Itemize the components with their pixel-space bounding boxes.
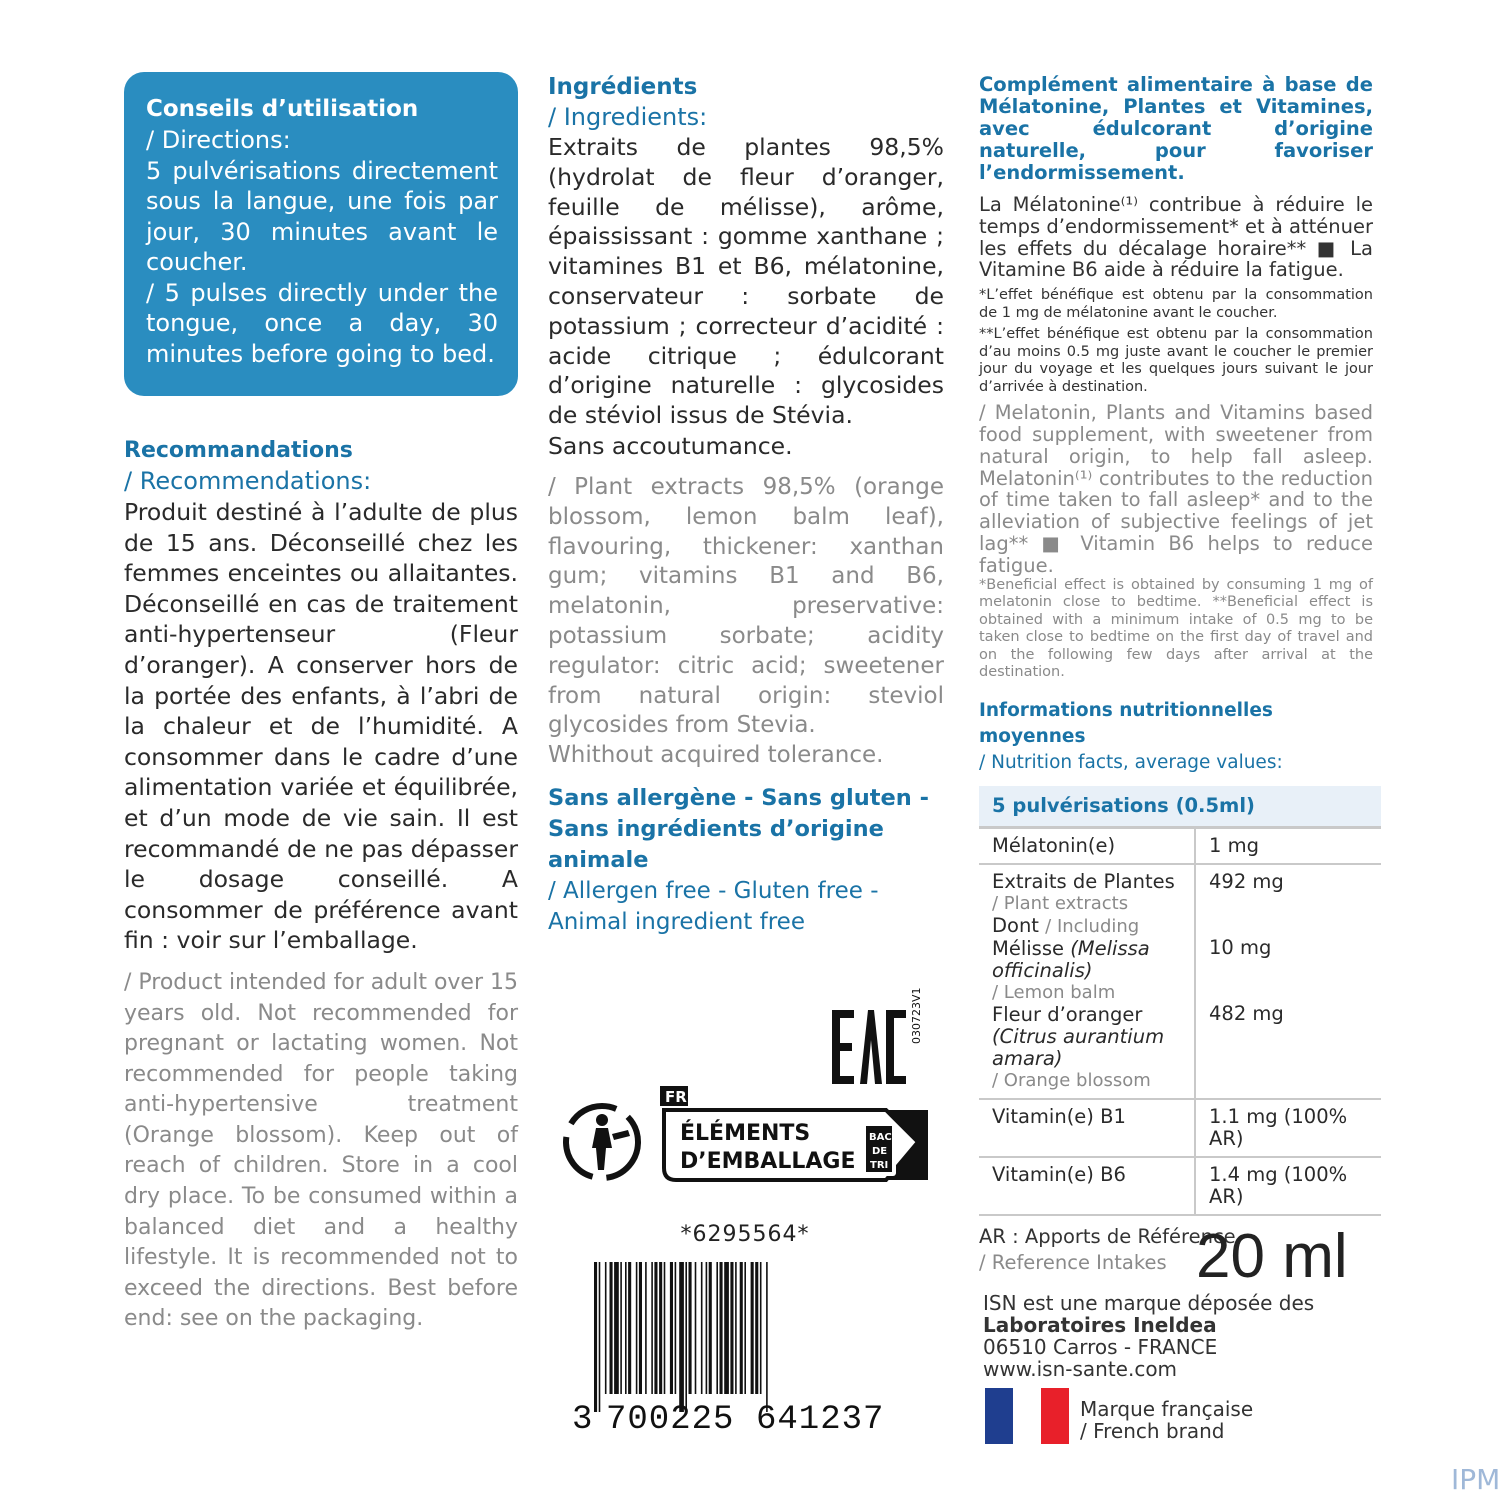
allergen-fr-1: Sans allergène - Sans gluten -	[548, 784, 929, 811]
barcode-bars	[594, 1262, 768, 1412]
plants-label-en: / Plant extracts	[992, 892, 1129, 914]
eac-logo	[830, 987, 930, 1090]
plants-values-cell	[1195, 864, 1381, 1099]
plants-value: 492 mg	[1209, 869, 1284, 893]
supplement-en-note: *Beneficial effect is obtained by consuming 1 mg of melatonin close to bedtime. **Beneficial effect is obtained with a minimum intake of 0.5 mg to be taken close to bedtime on the first day of travel and on the following few days after arrival at the destination.	[979, 576, 1373, 681]
french-brand	[1080, 1398, 1253, 1442]
table-row	[979, 1099, 1381, 1157]
brand-line1: ISN est une marque déposée des	[983, 1291, 1315, 1315]
b1-label: Vitamin(e) B1	[979, 1099, 1195, 1157]
middle-column	[548, 72, 944, 938]
brand-block	[983, 1292, 1314, 1380]
directions-en: / 5 pulses directly under the tongue, once a day, 30 minutes before going to bed.	[146, 278, 498, 368]
recommendations-title: Recommandations	[124, 438, 353, 463]
brand-line2: Laboratoires Ineldea	[983, 1313, 1217, 1337]
supplement-fr: La Mélatonine⁽¹⁾ contribue à réduire le temps d’endormissement* et à atténuer les effets du décalage horaire** ■ La Vitamine B6 aide à réduire la fatigue.	[979, 193, 1373, 282]
right-column	[979, 74, 1373, 1276]
eac-code: 030723V1	[910, 987, 923, 1044]
nutrition-header-row	[979, 786, 1381, 828]
volume-label: 20 ml	[1196, 1222, 1348, 1291]
french-flag-icon	[985, 1388, 1069, 1444]
dont-label: Dont	[992, 913, 1039, 937]
plants-cell	[979, 864, 1195, 1099]
fleur-latin: (Citrus aurantium amara)	[992, 1024, 1165, 1070]
ingredients-fr: Extraits de plantes 98,5% (hydrolat de fleur d’oranger, feuille de mélisse), arôme, épaississant : gomme xanthane ; vitamines B1 et B6, mélatonine, conservateur : sorbate de potassium ; correcteur d’acidité : acide citrique ; édulcorant d’origine naturelle : glycosides de stéviol issus de Stévia.	[548, 133, 944, 430]
b6-label: Vitamin(e) B6	[979, 1157, 1195, 1215]
table-row	[979, 864, 1381, 1099]
bin-label-3: TRI	[870, 1160, 889, 1171]
recommendations-fr: Produit destiné à l’adulte de plus de 15 ans. Déconseillé chez les femmes enceintes ou allaitantes. Déconseillé en cas de traitement anti-hypertenseur (Fleur d’oranger). A conserver hors de la portée des enfants, à l’abri de la chaleur et de l’humidité. A consommer dans le cadre d’une alimentation variée et équilibrée, et d’un mode de vie sain. Il est recommandé de ne pas dépasser le dosage conseillé. A consommer de préférence avant fin : voir sur l’emballage.	[124, 498, 518, 955]
triman-line2: D’EMBALLAGE	[680, 1149, 856, 1174]
reference-intakes-en: / Reference Intakes	[979, 1250, 1167, 1274]
triman-logo	[556, 1082, 936, 1190]
melatonin-label: Mélatonin(e)	[979, 827, 1195, 864]
nutrition-title: Informations nutritionnelles moyennes	[979, 699, 1273, 747]
b1-value: 1.1 mg (100% AR)	[1195, 1099, 1381, 1157]
barcode-digits-right: 641237	[756, 1401, 885, 1439]
melisse-label: Mélisse	[992, 936, 1064, 960]
triman-line1: ÉLÉMENTS	[680, 1121, 811, 1146]
supplement-note1: *L’effet bénéfique est obtenu par la consommation de 1 mg de mélatonine avant le coucher.	[979, 287, 1373, 321]
dont-label-en: / Including	[1045, 915, 1140, 937]
directions-title: Conseils d’utilisation	[146, 96, 419, 122]
french-brand-fr: Marque française	[1080, 1397, 1254, 1421]
brand-line3: 06510 Carros - FRANCE	[983, 1335, 1218, 1359]
bin-label-1: BAC	[869, 1132, 892, 1143]
plants-label: Extraits de Plantes	[992, 869, 1175, 893]
triman-icon	[566, 1106, 638, 1178]
b6-value: 1.4 mg (100% AR)	[1195, 1157, 1381, 1215]
melatonin-value: 1 mg	[1195, 827, 1381, 864]
ingredients-fr-note: Sans accoutumance.	[548, 431, 793, 460]
ingredients-en-note: Whithout acquired tolerance.	[548, 742, 884, 769]
ingredients-en: / Plant extracts 98,5% (orange blossom, lemon balm leaf), flavouring, thickener: xanthan gum; vitamins B1 and B6, melatonin, preservative: potassium sorbate; acidity regulator: citric acid; sweetener from natural origin: steviol glycosides from Stevia.	[548, 473, 944, 739]
table-row	[979, 827, 1381, 864]
watermark-text: IPM	[1451, 1463, 1500, 1496]
nutrition-table	[979, 786, 1381, 1216]
melisse-en: / Lemon balm	[992, 981, 1116, 1003]
directions-title-en: / Directions:	[146, 126, 291, 154]
bin-label-2: DE	[872, 1146, 888, 1157]
fleur-label: Fleur d’oranger	[992, 1002, 1143, 1026]
sorting-bin-icon	[862, 1122, 896, 1176]
melisse-latin: (Melissa officinalis)	[992, 936, 1150, 982]
ingredients-title: Ingrédients	[548, 74, 698, 100]
table-row	[979, 1157, 1381, 1215]
recommendations-en: / Product intended for adult over 15 years old. Not recommended for pregnant or lactating women. Not recommended for people taking anti-hypertensive treatment (Orange blossom). Keep out of reach of children. Store in a cool dry place. To be consumed within a balanced diet and a healthy lifestyle. It is recommended not to exceed the directions. Best before end: see on the packaging.	[124, 969, 518, 1332]
barcode-code: *6295564*	[680, 1222, 810, 1247]
brand-website[interactable]: www.isn-sante.com	[983, 1357, 1178, 1381]
directions-fr: 5 pulvérisations directement sous la langue, une fois par jour, 30 minutes avant le coucher.	[146, 156, 498, 276]
french-brand-en: / French brand	[1080, 1419, 1225, 1443]
supplement-title: Complément alimentaire à base de Mélatonine, Plantes et Vitamines, avec édulcorant d’origine naturelle, pour favoriser l’endormissement.	[979, 73, 1373, 184]
ingredients-title-en: / Ingredients:	[548, 103, 708, 131]
recommendations-title-en: / Recommendations:	[124, 467, 372, 495]
nutrition-title-en: / Nutrition facts, average values:	[979, 751, 1283, 773]
fleur-value: 482 mg	[1209, 1001, 1284, 1025]
supplement-en: / Melatonin, Plants and Vitamins based food supplement, with sweetener from natural origin, to help fall asleep. Melatonin⁽¹⁾ contributes to the reduction of time taken to fall asleep* and to the alleviation of subjective feelings of jet lag** ■ Vitamin B6 helps to reduce fatigue.	[979, 401, 1373, 577]
barcode-digit-first: 3	[572, 1401, 593, 1439]
allergen-en: / Allergen free - Gluten free - Animal ingredient free	[548, 877, 879, 935]
left-column	[124, 72, 518, 1335]
supplement-note2: **L’effet bénéfique est obtenu par la consommation d’au moins 0.5 mg juste avant le coucher le premier jour du voyage et les quelques jours suivant le jour d’arrivée à destination.	[979, 326, 1373, 395]
directions-box	[124, 72, 518, 396]
melisse-value: 10 mg	[1209, 935, 1272, 959]
barcode-digits-left: 700225	[606, 1401, 735, 1439]
nutrition-header: 5 pulvérisations (0.5ml)	[979, 786, 1381, 828]
fleur-en: / Orange blossom	[992, 1069, 1151, 1091]
barcode	[572, 1262, 922, 1439]
watermark-logo	[1451, 1461, 1500, 1496]
triman-country: FR	[665, 1088, 687, 1106]
reference-intakes: AR : Apports de Référence	[979, 1224, 1236, 1248]
allergen-fr-2: Sans ingrédients d’origine animale	[548, 815, 884, 873]
